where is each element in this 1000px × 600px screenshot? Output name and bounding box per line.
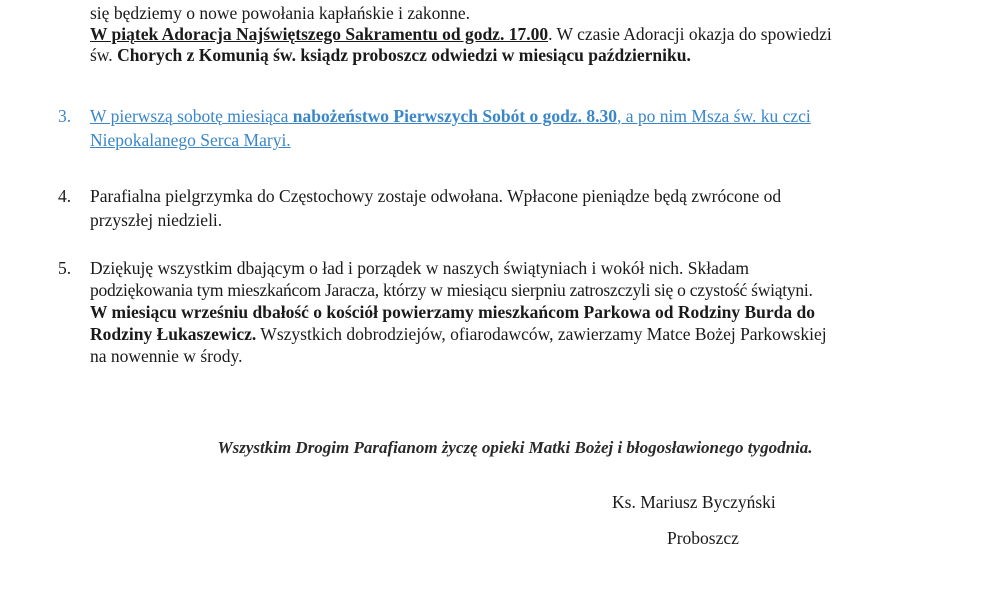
item-5-line-5: na nowennie w środy. [90,346,243,366]
signature-name: Ks. Mariusz Byczyński [612,492,776,512]
friday-adoration-text: W piątek Adoracja Najświętszego Sakramentu od godz. 17.00 [90,24,549,44]
item-5-line-4-rest: Wszystkich dobrodziejów, ofiarodawców, zawierzamy Matce Bożej Parkowskiej [256,324,827,344]
item-5-line-3: W miesiącu wrześniu dbałość o kościół powierzamy mieszkańcom Parkowa od Rodziny Burda do [90,302,815,322]
item-4-line-2: przyszłej niedzieli. [90,210,223,230]
item-5-line-4-bold: Rodziny Łukaszewicz. [90,324,257,344]
announcement-item-3-link[interactable] [58,104,940,152]
item-5-line-4 [90,323,940,345]
item-3-text-a: W pierwszą sobotę miesiąca [90,106,293,126]
sick-communion-text: Chorych z Komunią św. ksiądz proboszcz odwiedzi w miesiącu październiku. [117,45,691,65]
item-3-text-c: , a po nim Msza św. ku czci [617,106,811,126]
item-5-number: 5. [58,258,72,278]
item-2-line-3-start: św. [90,45,118,65]
item-3-text-bold: nabożeństwo Pierwszych Sobót o godz. 8.30 [292,106,618,126]
announcement-item-2 [90,3,940,66]
item-5-line-2: podziękowania tym mieszkańcom Jaracza, którzy w miesiącu sierpniu zatroszczyli się o czystość świątyni. [90,280,813,300]
announcement-item-5 [58,257,940,367]
item-3-text-d: Niepokalanego Serca Maryi. [90,130,291,150]
item-4-line-1: Parafialna pielgrzymka do Częstochowy zostaje odwołana. Wpłacone pieniądze będą zwrócone od [90,186,782,206]
announcement-item-4 [58,184,940,232]
signature-title: Proboszcz [667,528,739,548]
item-3-number: 3. [58,106,72,126]
item-2-line-3 [90,45,940,66]
item-2-line-2 [90,24,940,45]
item-2-line-1: się będziemy o nowe powołania kapłańskie i zakonne. [90,3,471,23]
item-5-line-1: Dziękuję wszystkim dbającym o ład i porządek w naszych świątyniach i wokół nich. Składam [90,258,749,278]
item-4-number: 4. [58,186,72,206]
closing-blessing: Wszystkim Drogim Parafianom życzę opieki Matki Bożej i błogosławionego tygodnia. [217,438,813,457]
friday-adoration-rest: . W czasie Adoracji okazja do spowiedzi [548,24,832,44]
